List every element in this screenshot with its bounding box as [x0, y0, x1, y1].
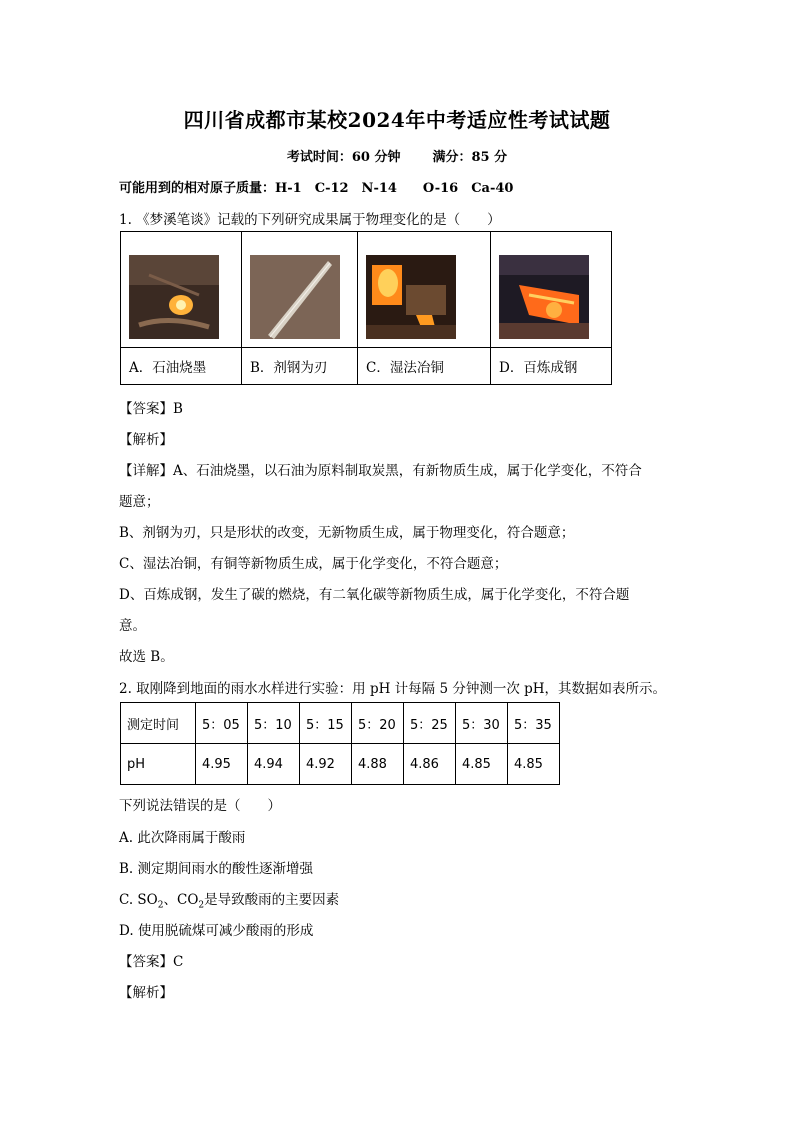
ph-cell: 4.92	[300, 744, 352, 785]
ph-cell: 4.85	[456, 744, 508, 785]
q1-option-c: C．湿法冶铜	[358, 348, 491, 385]
exam-time: 考试时间：60 分钟	[286, 150, 401, 165]
copper-smelting-photo	[366, 255, 456, 339]
exam-title: 四川省成都市某校2024年中考适应性考试试题	[183, 108, 611, 132]
ph-cell: 4.88	[352, 744, 404, 785]
atomic-mass-note: 可能用到的相对原子质量：H-1 C-12 N-14 O-16 Ca-40	[119, 181, 514, 196]
exam-info	[0, 146, 794, 165]
option-c-suffix: 是导致酸雨的主要因素	[204, 892, 340, 908]
time-cell: 5：20	[352, 703, 404, 744]
q1-option-a-image-cell	[121, 232, 242, 348]
option-c-sub1: 2	[157, 900, 164, 911]
ph-cell: 4.95	[196, 744, 248, 785]
option-c-sub2: 2	[198, 900, 205, 911]
ph-cell: 4.86	[404, 744, 456, 785]
q1-option-c-image-cell	[358, 232, 491, 348]
table-row	[121, 703, 560, 744]
q2-analysis-title: 【解析】	[119, 985, 173, 1001]
q2-stem: 2. 取刚降到地面的雨水水样进行实验：用 pH 计每隔 5 分钟测一次 pH，其数据如表所示。	[119, 681, 667, 697]
q1-detail-d-line1: D、百炼成钢，发生了碳的燃烧，有二氧化碳等新物质生成，属于化学变化，不符合题	[119, 587, 630, 603]
q1-option-a: A．石油烧墨	[121, 348, 242, 385]
option-c-mid: 、CO	[163, 892, 199, 908]
q2-answer: 【答案】C	[119, 954, 184, 970]
q2-option-d: D. 使用脱硫煤可减少酸雨的形成	[119, 923, 314, 939]
time-cell: 5：30	[456, 703, 508, 744]
time-cell: 5：15	[300, 703, 352, 744]
q1-detail-d-line2: 意。	[119, 618, 146, 634]
q1-conclusion: 故选 B。	[119, 649, 174, 665]
time-cell: 5：25	[404, 703, 456, 744]
q2-option-c	[119, 888, 339, 911]
steel-forging-photo	[499, 255, 589, 339]
time-cell: 5：05	[196, 703, 248, 744]
row-header-time: 测定时间	[121, 703, 196, 744]
oil-lamp-photo	[129, 255, 219, 339]
q2-option-a: A. 此次降雨属于酸雨	[119, 830, 246, 846]
table-row	[121, 744, 560, 785]
q1-analysis-title: 【解析】	[119, 432, 173, 448]
q1-answer: 【答案】B	[119, 401, 183, 417]
time-cell: 5：35	[508, 703, 560, 744]
q1-options-table	[120, 231, 612, 385]
time-cell: 5：10	[248, 703, 300, 744]
row-header-ph: pH	[121, 744, 196, 785]
q1-option-b: B．剂钢为刃	[242, 348, 358, 385]
q1-stem: 1. 《梦溪笔谈》记载的下列研究成果属于物理变化的是（ ）	[119, 212, 501, 228]
q2-ph-table	[120, 702, 560, 785]
q1-option-b-image-cell	[242, 232, 358, 348]
q1-option-d-image-cell	[491, 232, 612, 348]
option-c-prefix: C. SO	[119, 892, 158, 908]
q1-detail-a-line2: 题意；	[119, 494, 160, 510]
q2-option-b: B. 测定期间雨水的酸性逐渐增强	[119, 861, 314, 877]
ph-cell: 4.94	[248, 744, 300, 785]
q2-question: 下列说法错误的是（ ）	[119, 798, 281, 814]
q1-detail-a-line1: 【详解】A、石油烧墨，以石油为原料制取炭黑，有新物质生成，属于化学变化，不符合	[119, 463, 642, 479]
q1-detail-b: B、剂钢为刃，只是形状的改变，无新物质生成，属于物理变化，符合题意；	[119, 525, 575, 541]
ph-cell: 4.85	[508, 744, 560, 785]
q1-option-d: D．百炼成钢	[491, 348, 612, 385]
q1-detail-c: C、湿法冶铜，有铜等新物质生成，属于化学变化，不符合题意；	[119, 556, 508, 572]
blade-photo	[250, 255, 340, 339]
exam-score: 满分：85 分	[432, 150, 508, 165]
